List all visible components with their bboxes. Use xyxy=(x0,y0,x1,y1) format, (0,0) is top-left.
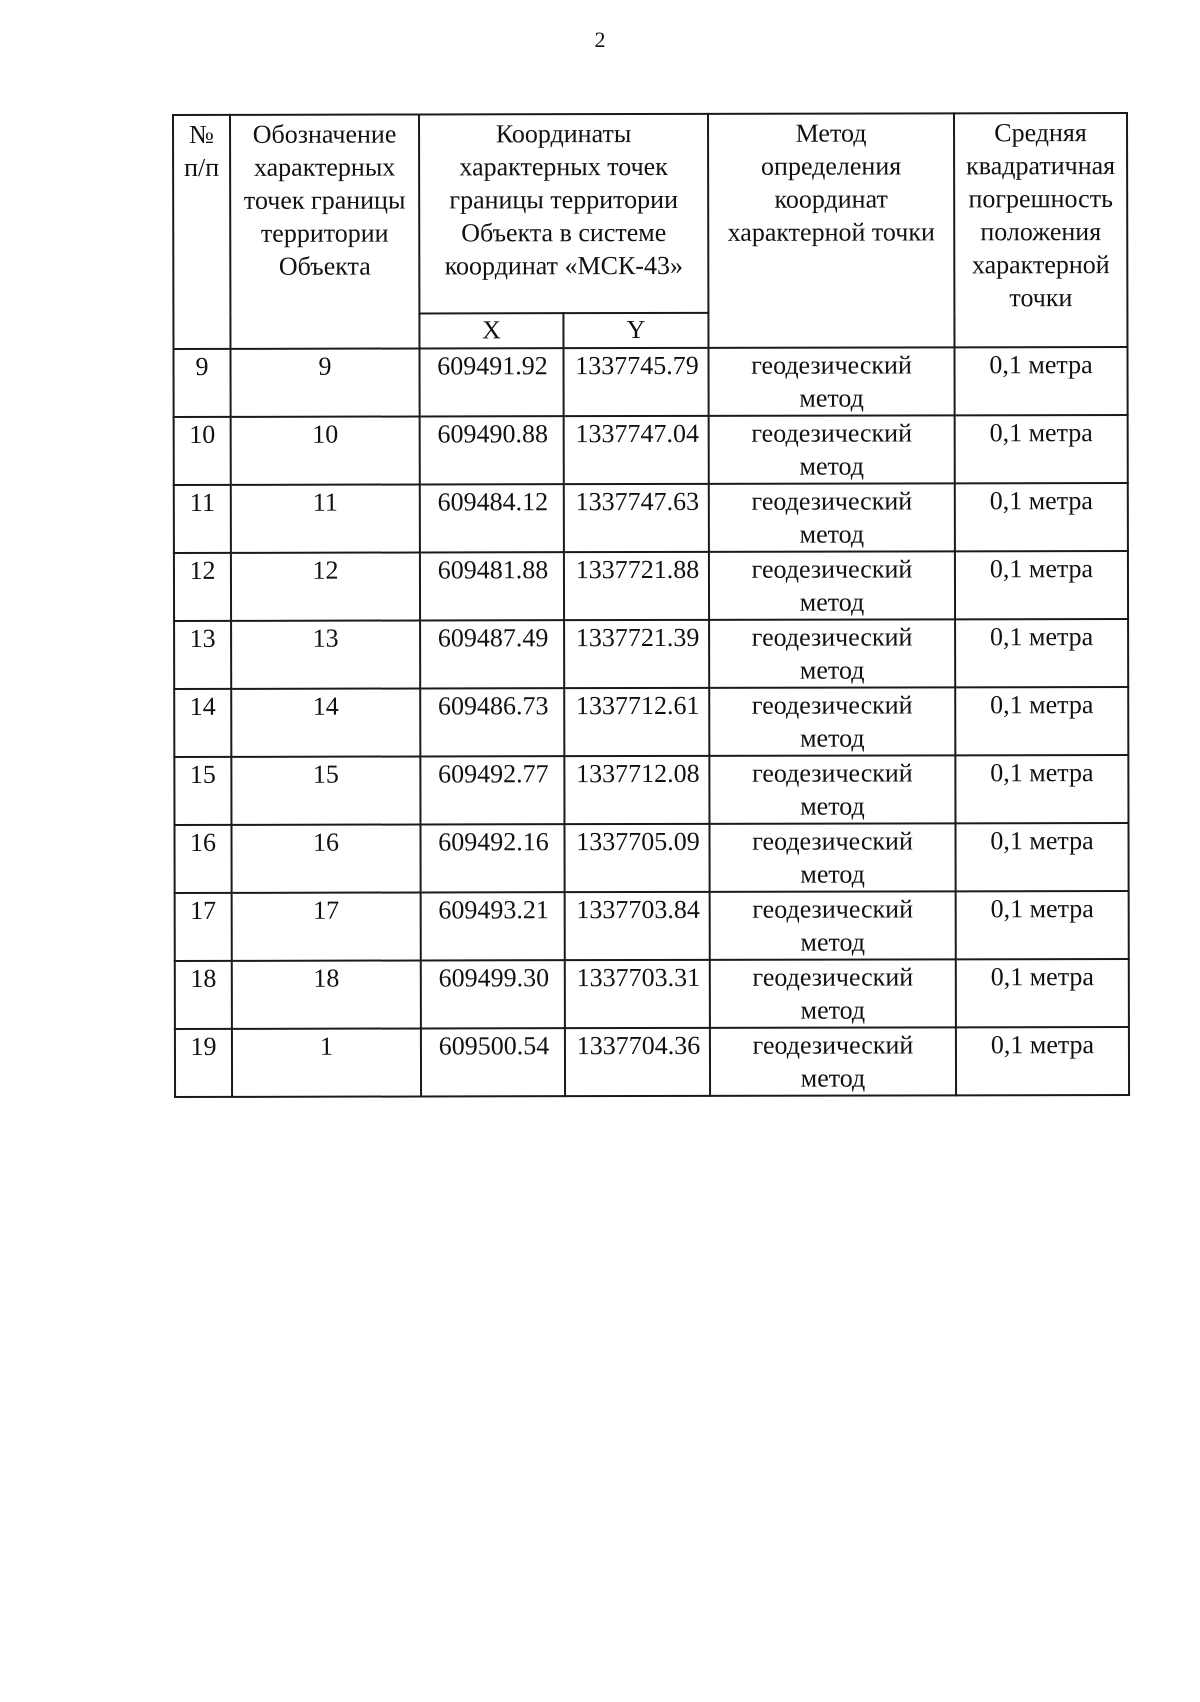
cell-y: 1337703.84 xyxy=(565,892,710,960)
cell-x: 609492.16 xyxy=(420,824,564,892)
cell-method xyxy=(710,891,956,960)
cell-method-text: геодезический метод xyxy=(751,486,913,549)
table-header-row xyxy=(173,113,1127,314)
cell-x: 609492.77 xyxy=(420,756,564,824)
cell-point: 16 xyxy=(231,824,420,892)
cell-point: 14 xyxy=(231,688,420,756)
cell-method-text: геодезический метод xyxy=(752,1030,914,1093)
cell-method-text: геодезический метод xyxy=(752,962,914,1025)
cell-point: 15 xyxy=(231,756,420,824)
header-num-text: № п/п xyxy=(184,119,220,182)
cell-num: 14 xyxy=(174,689,231,757)
cell-y: 1337721.39 xyxy=(564,620,709,688)
cell-method-text: геодезический метод xyxy=(751,622,913,685)
table-row xyxy=(175,959,1129,1029)
cell-error: 0,1 метра xyxy=(955,755,1128,823)
cell-num: 13 xyxy=(174,621,231,689)
cell-x: 609484.12 xyxy=(420,484,564,552)
cell-y: 1337703.31 xyxy=(565,960,710,1028)
cell-method xyxy=(710,1027,956,1096)
cell-y: 1337705.09 xyxy=(564,824,709,892)
cell-error: 0,1 метра xyxy=(955,551,1128,619)
header-coordinates-text: Координаты характерных точек границы территории Объекта в системе координат «МСК-43» xyxy=(444,119,683,281)
cell-error: 0,1 метра xyxy=(955,823,1128,891)
header-method xyxy=(708,113,954,348)
cell-point: 10 xyxy=(231,416,420,484)
header-error xyxy=(954,113,1127,347)
cell-num: 19 xyxy=(175,1029,232,1097)
cell-error: 0,1 метра xyxy=(955,687,1128,755)
cell-y: 1337747.04 xyxy=(564,416,709,484)
cell-point: 11 xyxy=(231,484,420,552)
coordinates-table xyxy=(172,112,1130,1098)
table-row xyxy=(173,347,1127,417)
cell-x: 609499.30 xyxy=(421,960,565,1028)
cell-method xyxy=(709,823,955,892)
cell-method-text: геодезический метод xyxy=(751,554,913,617)
header-method-text: Метод определения координат характерной точки xyxy=(727,118,935,247)
header-designation-text: Обозначение характерных точек границы территории Объекта xyxy=(243,119,406,281)
cell-num: 11 xyxy=(174,485,231,553)
header-num xyxy=(173,115,230,349)
cell-point: 1 xyxy=(232,1028,421,1096)
cell-point: 9 xyxy=(230,348,419,416)
table-row xyxy=(175,1027,1129,1097)
cell-method-text: геодезический метод xyxy=(751,350,912,413)
cell-y: 1337745.79 xyxy=(563,348,708,416)
cell-x: 609500.54 xyxy=(421,1028,565,1096)
table-row xyxy=(175,891,1129,961)
cell-error: 0,1 метра xyxy=(954,347,1127,415)
cell-method xyxy=(709,619,955,688)
table-row xyxy=(174,823,1128,893)
cell-x: 609490.88 xyxy=(420,416,564,484)
cell-x: 609491.92 xyxy=(419,348,563,416)
cell-method-text: геодезический метод xyxy=(752,894,914,957)
cell-method-text: геодезический метод xyxy=(752,826,913,889)
subheader-y: Y xyxy=(563,313,708,348)
cell-point: 12 xyxy=(231,552,420,620)
cell-method-text: геодезический метод xyxy=(752,758,913,821)
cell-point: 13 xyxy=(231,620,420,688)
cell-num: 18 xyxy=(175,961,232,1029)
cell-method-text: геодезический метод xyxy=(751,690,913,753)
cell-y: 1337704.36 xyxy=(565,1028,710,1096)
cell-method xyxy=(708,347,954,416)
cell-num: 17 xyxy=(175,893,232,961)
cell-method xyxy=(709,687,955,756)
cell-error: 0,1 метра xyxy=(956,891,1129,959)
cell-point: 18 xyxy=(232,960,421,1028)
cell-error: 0,1 метра xyxy=(956,1027,1129,1095)
cell-num: 9 xyxy=(173,349,230,417)
cell-method xyxy=(710,959,956,1028)
cell-x: 609486.73 xyxy=(420,688,564,756)
subheader-x: X xyxy=(419,313,563,348)
cell-point: 17 xyxy=(232,892,421,960)
header-coordinates xyxy=(419,114,708,314)
table-row xyxy=(174,483,1128,553)
cell-y: 1337747.63 xyxy=(564,484,709,552)
cell-method xyxy=(709,551,955,620)
cell-method-text: геодезический метод xyxy=(751,418,913,481)
header-error-text: Средняя квадратичная погрешность положения характерной точки xyxy=(966,118,1116,313)
page-number: 2 xyxy=(594,27,606,52)
cell-method xyxy=(709,755,955,824)
cell-method xyxy=(709,483,955,552)
table-row xyxy=(174,755,1128,825)
table-row xyxy=(174,415,1128,485)
cell-error: 0,1 метра xyxy=(955,619,1128,687)
cell-y: 1337712.61 xyxy=(564,688,709,756)
cell-x: 609481.88 xyxy=(420,552,564,620)
cell-error: 0,1 метра xyxy=(955,483,1128,551)
cell-num: 16 xyxy=(174,825,231,893)
cell-x: 609493.21 xyxy=(421,892,565,960)
table-row xyxy=(174,687,1128,757)
header-designation xyxy=(230,114,419,348)
cell-num: 12 xyxy=(174,553,231,621)
cell-y: 1337721.88 xyxy=(564,552,709,620)
table-row xyxy=(174,619,1128,689)
cell-y: 1337712.08 xyxy=(564,756,709,824)
table-row xyxy=(174,551,1128,621)
cell-error: 0,1 метра xyxy=(956,959,1129,1027)
cell-error: 0,1 метра xyxy=(955,415,1128,483)
cell-x: 609487.49 xyxy=(420,620,564,688)
cell-num: 15 xyxy=(174,757,231,825)
cell-num: 10 xyxy=(174,417,231,485)
cell-method xyxy=(709,415,955,484)
